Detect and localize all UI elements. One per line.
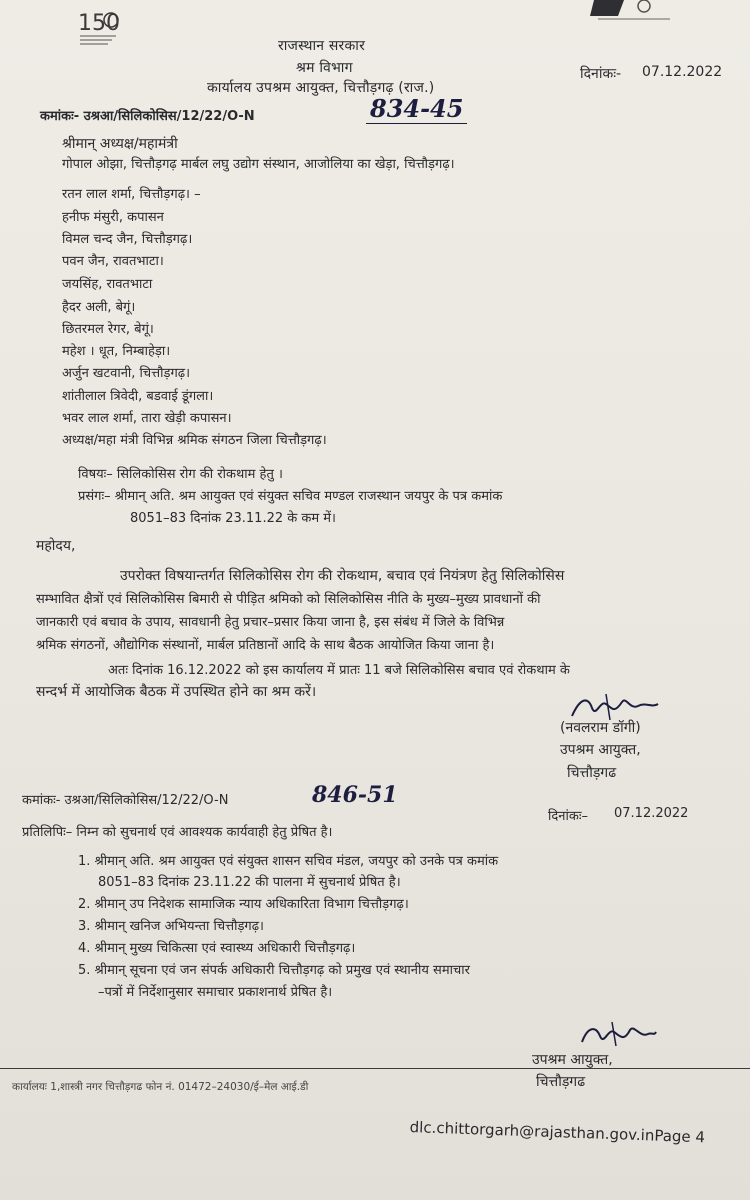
footer-divider <box>0 1068 750 1069</box>
addressee-line: गोपाल ओझा, चित्तौड़गढ़ मार्बल लघु उद्योग संस्थान, आजोलिया का खेड़ा, चित्तौड़गढ़। <box>62 157 455 172</box>
signatory-name: (नवलराम डॉगी) <box>560 720 641 736</box>
recipient-name: रतन लाल शर्मा, चित्तौड़गढ़। – <box>62 187 201 202</box>
recipient-name: छितरमल रेगर, बेगूं। <box>62 322 154 337</box>
department-logo-icon <box>584 0 674 22</box>
date-value: 07.12.2022 <box>642 64 723 80</box>
footer-address: कार्यालयः 1,शास्त्री नगर चित्तौड़गढ फोन नं. 01472–24030/ई–मेल आई.डी <box>12 1081 309 1093</box>
body-line: सन्दर्भ में आयोजिक बैठक में उपस्थित होने का श्रम करें। <box>36 684 317 700</box>
recipient-name: हनीफ मंसुरी, कपासन <box>62 210 164 225</box>
salutation: महोदय, <box>36 538 76 554</box>
signatory-designation: उपश्रम आयुक्त, <box>560 742 641 758</box>
body-line: सम्भावित क्षैत्रों एवं सिलिकोसिस बिमारी से पीड़ित श्रमिको को सिलिकोसिस नीति के मुख्य–मुख्य प्रावधानों की <box>36 592 541 607</box>
signatory2-designation: उपश्रम आयुक्त, <box>532 1052 613 1068</box>
subject-line: विषयः– सिलिकोसिस रोग की रोकथाम हेतु । <box>78 467 283 482</box>
copy-item: 2. श्रीमान् उप निदेशक सामाजिक न्याय अधिकारिता विभाग चित्तौड़गढ़। <box>78 897 409 912</box>
copy-item: 8051–83 दिनांक 23.11.22 की पालना में सुचनार्थ प्रेषित है। <box>98 875 401 890</box>
recipient-name: जयसिंह, रावतभाटा <box>62 277 153 292</box>
copy-item: 1. श्रीमान् अति. श्रम आयुक्त एवं संयुक्त शासन सचिव मंडल, जयपुर को उनके पत्र कमांक <box>78 854 499 869</box>
recipient-name: शांतीलाल त्रिवेदी, बडवाई डूंगला। <box>62 389 214 404</box>
recipient-name: अध्यक्ष/महा मंत्री विभिन्न श्रमिक संगठन जिला चित्तौड़गढ़। <box>62 433 327 448</box>
recipient-name: पवन जैन, रावतभाटा। <box>62 254 164 269</box>
footer-page-number: Page 4 <box>654 1126 706 1147</box>
recipient-name: हैदर अली, बेगूं। <box>62 300 136 315</box>
handwritten-dispatch-number-copy: 846-51 <box>312 782 398 808</box>
recipient-name: अर्जुन खटवानी, चित्तौड़गढ़। <box>62 366 191 381</box>
signature-icon <box>578 1020 658 1050</box>
date-label: दिनांकः- <box>580 66 622 82</box>
svg-text:150: 150 <box>78 11 120 36</box>
body-line: श्रमिक संगठनों, औद्योगिक संस्थानों, मार्बल प्रतिष्ठानों आदि के साथ बैठक आयोजित किया जाना है। <box>36 638 495 653</box>
reference-number-copy: कमांकः- उश्रआ/सिलिकोसिस/12/22/O-N <box>22 793 229 808</box>
copy-item: 4. श्रीमान् मुख्य चिकित्सा एवं स्वास्थ्य अधिकारी चित्तौड़गढ़। <box>78 941 356 956</box>
recipient-name: विमल चन्द जैन, चित्तौड़गढ़। <box>62 232 193 247</box>
body-line: जानकारी एवं बचाव के उपाय, सावधानी हेतु प्रचार–प्रसार किया जाना है, इस संबंध में जिले के विभिन्न <box>36 615 505 630</box>
recipient-name: महेश । धूत, निम्बाहेड़ा। <box>62 344 171 359</box>
body-line: अतः दिनांक 16.12.2022 को इस कार्यालय में प्रातः 11 बजे सिलिकोसिस बचाव एवं रोकथाम के <box>108 663 570 678</box>
anniversary-logo-icon <box>76 6 120 50</box>
signatory2-place: चित्तौड़गढ <box>536 1074 586 1090</box>
signatory-place: चित्तौड़गढ <box>567 765 617 781</box>
addressee-title: श्रीमान् अध्यक्ष/महामंत्री <box>62 136 178 152</box>
date-value-copy: 07.12.2022 <box>614 806 689 821</box>
reference-line: प्रसंगः– श्रीमान् अति. श्रम आयुक्त एवं संयुक्त सचिव मण्डल राजस्थान जयपुर के पत्र कमांक <box>78 489 503 504</box>
reference-number: कमांकः- उश्रआ/सिलिकोसिस/12/22/O-N <box>40 109 255 124</box>
recipient-name: भवर लाल शर्मा, तारा खेड़ी कपासन। <box>62 411 232 426</box>
handwritten-dispatch-number: 834-45 <box>366 94 467 123</box>
reference-line-continued: 8051–83 दिनांक 23.11.22 के कम में। <box>130 511 336 526</box>
office-title: कार्यालय उपश्रम आयुक्त, चित्तौड़गढ़ (राज.) <box>207 80 435 96</box>
footer-contact <box>409 1118 705 1146</box>
copy-intro: प्रतिलिपिः– निम्न को सुचनार्थ एवं आवश्यक कार्यवाही हेतु प्रेषित है। <box>22 825 333 840</box>
copy-item: –पत्रों में निर्देशानुसार समाचार प्रकाशनार्थ प्रेषित है। <box>98 985 333 1000</box>
date-label-copy: दिनांकः– <box>548 809 588 824</box>
copy-item: 5. श्रीमान् सूचना एवं जन संपर्क अधिकारी चित्तौड़गढ़ को प्रमुख एवं स्थानीय समाचार <box>78 963 470 978</box>
govt-title: राजस्थान सरकार <box>278 38 365 54</box>
department-title: श्रम विभाग <box>296 60 353 76</box>
copy-item: 3. श्रीमान् खनिज अभियन्ता चित्तौड़गढ़। <box>78 919 264 934</box>
body-line: उपरोक्त विषयान्तर्गत सिलिकोसिस रोग की रोकथाम, बचाव एवं नियंत्रण हेतु सिलिकोसिस <box>120 568 565 584</box>
footer-email[interactable]: dlc.chittorgarh@rajasthan.gov.in <box>409 1118 655 1145</box>
